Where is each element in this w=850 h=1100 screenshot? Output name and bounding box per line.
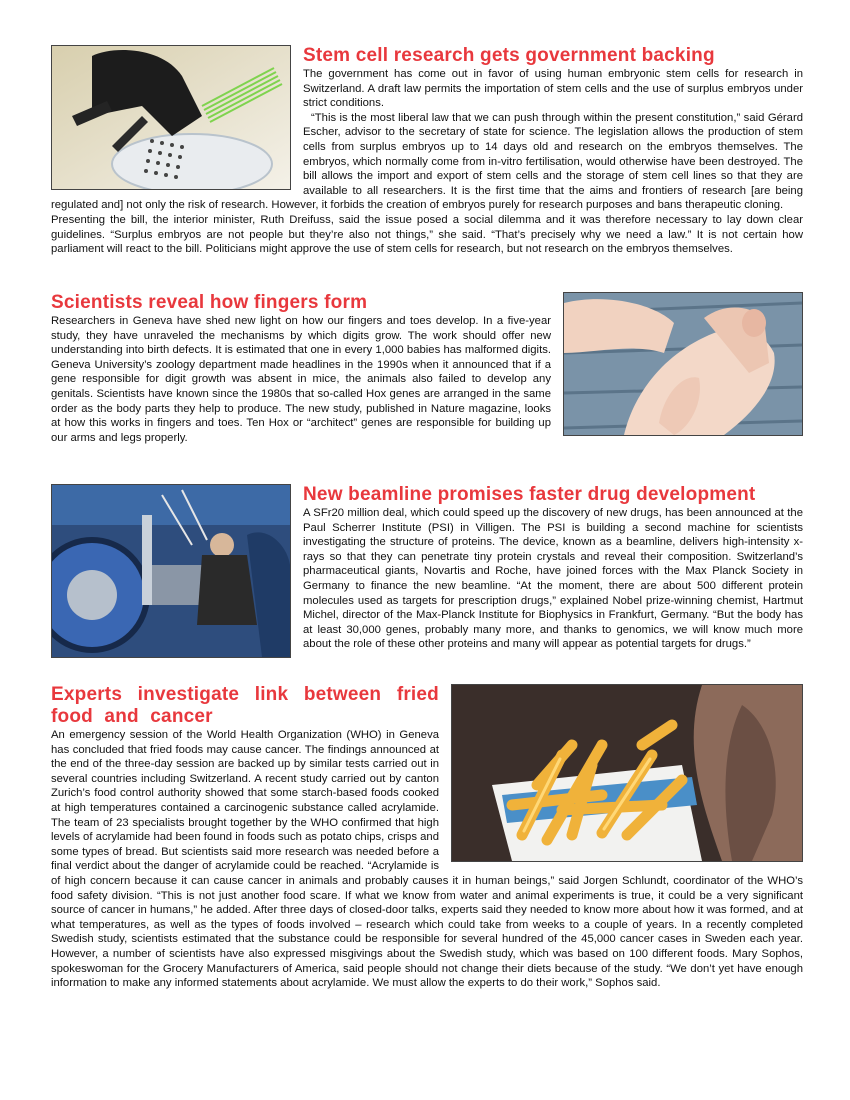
article-paragraph: The government has come out in favor of using human embryonic stem cells for research in Switzerland. A draft law permits the importation of stem cells and the use of surplus embryos under strict conditions.	[303, 68, 803, 110]
article-title: Scientists reveal how fingers form	[51, 292, 368, 313]
article-title: Stem cell research gets government backing	[303, 45, 715, 66]
article-paragraph: An emergency session of the World Health Organization (WHO) in Geneva has concluded that fried foods may cause cancer. The findings announced at the end of the three-day session are backed up by similar tests carried out in several countries including Switzerland. A recent study carried out by canton Zurich’s food control authority showed that some starch-based foods cooked at high temperatures contained a carcinogenic substance called acrylamide. The team of 23 specialists brought together by the WHO confirmed that high levels of acrylamide had been found in foods such as potato chips, crisps and some types of bread. But scientists said more research was needed before a final verdict about the danger of acrylamide could be reached. “Acrylamide is of high concern because it can cause cancer in animals and probably causes it in human beings,” said Jorgen Schlundt, coordinator of the WHO’s food safety division. “This is not just another food scare. If what we know from water and animal experiments is true, it could be a very significant source of cancer in humans,” he added. After three days of closed-door talks, experts said they needed to know more about how it was formed, and at what temperatures, as well as the types of foods involved – research which could take from weeks to a couple of years. In a recently completed Swedish study, scientists estimated that the substance could be responsible for several hundred of the 45,000 cancer cases in Sweden each year. However, a number of scientists have also expressed misgivings about the Swedish study, which was based on 100 different foods. Mary Sophos, spokeswoman for the Grocery Manufacturers of America, said people should not change their diets because of the study. “We don’t yet have enough information to make any informed statements about acrylamide. We must allow the experts to do their work,” Sophos said.	[51, 729, 803, 990]
article-paragraph: Presenting the bill, the interior minister, Ruth Dreifuss, said the issue posed a social dilemma and it was therefore necessary to lay down clear guidelines. “Surplus embryos are not people but they’re also not things,” she said. “That’s precisely why we need a law.” It is not certain how parliament will react to the bill. Politicians might approve the use of stem cells for research, but not research on the embryos themselves.	[51, 213, 803, 256]
article-title: New beamline promises faster drug development	[303, 484, 756, 505]
beamline-laboratory-photo	[52, 485, 290, 657]
article-fingers	[51, 292, 803, 445]
article-title: Experts investigate link between fried food and cancer	[51, 684, 439, 727]
article-beamline	[51, 484, 803, 658]
hands-and-fingers-photo	[564, 293, 802, 435]
article-paragraph: Researchers in Geneva have shed new light on how our fingers and toes develop. In a five-year study, they have unraveled the mechanisms by which digits grow. The work should offer new understanding into birth defects. It is estimated that one in every 1,000 babies has malformed digits. Geneva University’s zoology department made headlines in the 1990s when it announced that if a gene responsible for digit growth was absent in mice, the animals also failed to develop any genitals. Scientists have known since the 1980s that so-called Hox genes are arranged in the same order as the body parts they help to produce. The new study, published in Nature magazine, looks at how this works in fingers and toes. Ten Hox or “architect” genes are responsible for building up our arms and legs properly.	[51, 315, 551, 444]
fried-food-photo	[451, 684, 803, 862]
gloved-hand-stem-cell-dish-photo	[52, 46, 290, 189]
french-fries-photo	[452, 685, 802, 861]
stem-cell-photo	[51, 45, 291, 190]
beamline-photo	[51, 484, 291, 658]
fingers-photo	[563, 292, 803, 436]
article-stem-cell	[51, 45, 803, 257]
article-fried-food	[51, 684, 803, 991]
article-paragraph: A SFr20 million deal, which could speed up the discovery of new drugs, has been announced at the Paul Scherrer Institute (PSI) in Villigen. The PSI is building a second machine for scientists investigating the structure of proteins. The device, known as a beamline, delivers high-intensity x-rays so that they can penetrate tiny protein crystals and reveal their composition. Switzerland’s pharmaceutical giants, Novartis and Roche, have joined forces with the Max Planck Society in Germany to finance the new beamline. “At the moment, there are about 500 different protein molecules used as targets for prescription drugs,” explained Nobel prize-winning chemist, Hartmut Michel, director of the Max-Planck Institute for Biophysics in Frankfurt, Germany. “But the body has at least 30,000 genes, probably many more, and thanks to genomics, we will know much more about the role of these other proteins and many will appear as potential targets for drugs.”	[303, 507, 803, 651]
article-paragraph: “This is the most liberal law that we can push through within the present constitution,” said Gérard Escher, advisor to the secretary of state for science. The legislation allows the production of stem cells from surplus embryos up to 14 days old and research on the embryos themselves. The embryos, which normally come from in-vitro fertilisation, would otherwise have been destroyed. The bill allows the import and export of stem cells and the storage of stem cell lines so that they are available to all researchers. It is the first time that the aims and frontiers of research [are being regulated and] not only the risk of research. However, it forbids the creation of embryos purely for research purposes and bans therapeutic cloning.	[51, 111, 803, 212]
